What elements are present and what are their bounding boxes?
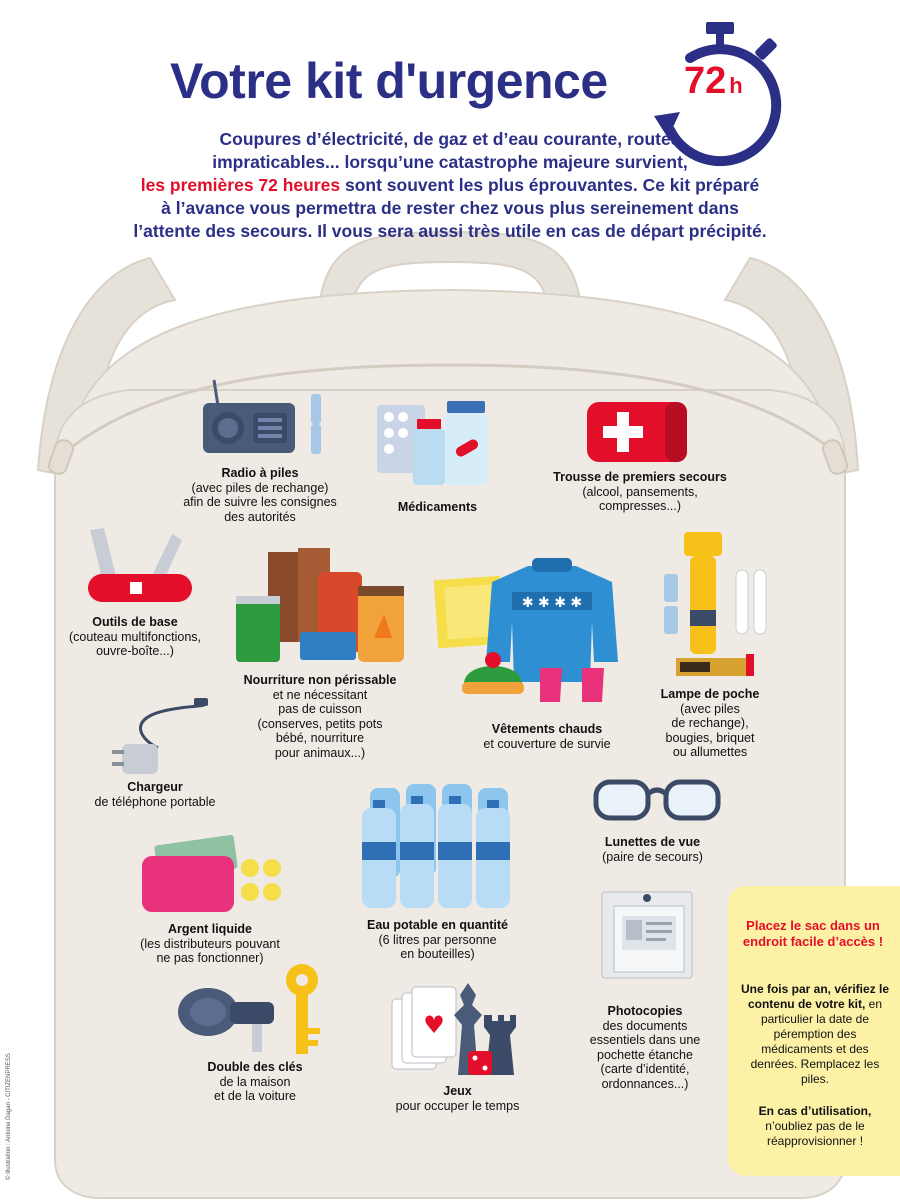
item-title: Nourriture non périssable [243, 673, 397, 687]
board-games-icon [388, 975, 528, 1080]
item-charger [70, 780, 240, 809]
item-title: Médicaments [397, 500, 478, 514]
item-tools [45, 615, 225, 659]
item-line: ou allumettes [672, 745, 748, 759]
intro-line [80, 174, 820, 197]
item-line: ne pas fonctionner) [156, 951, 264, 965]
timer-label [684, 60, 743, 103]
item-line: (avec piles de rechange) [191, 480, 329, 495]
first-aid-kit-icon [585, 396, 690, 466]
item-line: pochette étanche [597, 1047, 693, 1062]
timer-unit: h [729, 73, 743, 98]
item-line: et ne nécessitant [272, 687, 368, 702]
item-line: (carte d’identité, [600, 1062, 690, 1076]
note-emphasis: Une fois par an, vérifiez le contenu de votre kit, [740, 982, 890, 1011]
item-title: Radio à piles [221, 466, 299, 480]
item-copies [570, 1004, 720, 1091]
note-heading: Placez le sac dans un endroit facile d’accès ! [742, 918, 884, 949]
timer-value: 72 [684, 60, 727, 102]
item-line: et couverture de survie [483, 736, 611, 751]
svg-text:♥: ♥ [423, 1011, 445, 1039]
item-line: (les distributeurs pouvant [140, 936, 280, 951]
item-line: en bouteilles) [400, 947, 475, 961]
intro-text [80, 128, 820, 243]
keys-icon [170, 962, 330, 1057]
item-title: Chargeur [127, 780, 183, 794]
item-title: Photocopies [607, 1004, 683, 1018]
item-line: (alcool, pansements, [582, 484, 698, 499]
page-title: Votre kit d'urgence [170, 53, 608, 109]
intro-line: impraticables... lorsqu’une catastrophe majeure survient, [212, 152, 688, 172]
item-line: (paire de secours) [602, 849, 703, 864]
document-copies-icon [600, 890, 695, 980]
item-line: bébé, nourriture [275, 731, 365, 745]
item-line: de rechange), [671, 716, 749, 730]
item-title: Double des clés [207, 1060, 303, 1074]
item-line: de la maison [219, 1074, 291, 1089]
glasses-icon [592, 776, 722, 826]
item-title: Jeux [443, 1084, 472, 1098]
item-title: Lunettes de vue [604, 835, 701, 849]
item-title: Outils de base [92, 615, 178, 629]
item-clothes [462, 722, 632, 751]
item-food [220, 673, 420, 760]
item-line: de téléphone portable [94, 794, 216, 809]
intro-line: à l’avance vous permettra de rester chez vous plus sereinement dans [161, 198, 739, 218]
item-glasses [585, 835, 720, 864]
wallet-cash-icon [134, 838, 294, 916]
note-paragraph-1 [740, 982, 890, 1087]
intro-highlight: les premières 72 heures [140, 175, 341, 195]
item-lamp [645, 687, 775, 760]
item-keys [180, 1060, 330, 1104]
item-line: des autorités [224, 509, 296, 524]
item-title: Eau potable en quantité [367, 918, 508, 932]
item-line: pas de cuisson [278, 702, 362, 716]
item-line: bougies, briquet [665, 730, 755, 745]
phone-charger-icon [108, 698, 218, 778]
note-paragraph-2 [740, 1104, 890, 1149]
medicine-icon [375, 395, 500, 490]
intro-line: l’attente des secours. Il vous sera aussi très utile en cas de départ précipité. [133, 221, 767, 241]
item-cash [115, 922, 305, 966]
warm-clothes-icon [432, 552, 632, 717]
item-meds [360, 500, 515, 515]
item-line: et de la voiture [214, 1089, 296, 1103]
reminder-note [728, 886, 900, 1176]
item-line: (conserves, petits pots [257, 716, 383, 731]
item-firstaid [540, 470, 740, 514]
intro-line-rest: sont souvent les plus éprouvantes. Ce kit préparé [340, 175, 760, 195]
note-emphasis: En cas d’utilisation, [758, 1104, 872, 1118]
flashlight-icon [660, 530, 780, 680]
item-line: afin de suivre les consignes [183, 495, 337, 509]
item-games [375, 1084, 540, 1113]
item-line: des documents [602, 1018, 688, 1033]
note-text: en particulier la date de péremption des médicaments et des denrées. Remplacez les piles. [750, 997, 883, 1086]
item-line: pour animaux...) [274, 745, 366, 760]
item-title: Argent liquide [167, 922, 253, 936]
item-line: compresses...) [599, 499, 681, 513]
item-line: (avec piles [680, 701, 740, 716]
item-line: (6 litres par personne [378, 932, 497, 947]
note-text: n’oubliez pas de le réapprovisionner ! [765, 1119, 865, 1148]
item-radio [160, 466, 360, 524]
item-title: Trousse de premiers secours [553, 470, 727, 484]
food-cans-icon [234, 548, 409, 668]
intro-line: Coupures d’électricité, de gaz et d’eau courante, routes [219, 129, 681, 149]
item-title: Vêtements chauds [491, 722, 603, 736]
item-line: essentiels dans une [589, 1033, 701, 1047]
water-bottles-icon [356, 770, 516, 910]
item-water [345, 918, 530, 962]
item-title: Lampe de poche [660, 687, 760, 701]
item-line: ordonnances...) [601, 1076, 689, 1091]
item-line: (couteau multifonctions, [68, 629, 201, 644]
svg-text:✱ ✱ ✱ ✱: ✱ ✱ ✱ ✱ [521, 595, 583, 611]
multitool-icon [82, 520, 202, 610]
item-line: ouvre-boîte...) [96, 644, 174, 658]
radio-icon [198, 378, 333, 458]
item-line: pour occuper le temps [395, 1098, 520, 1113]
illustration-credit: © Illustration : Antoine Dagan - CITIZENPRESS [6, 1053, 12, 1180]
